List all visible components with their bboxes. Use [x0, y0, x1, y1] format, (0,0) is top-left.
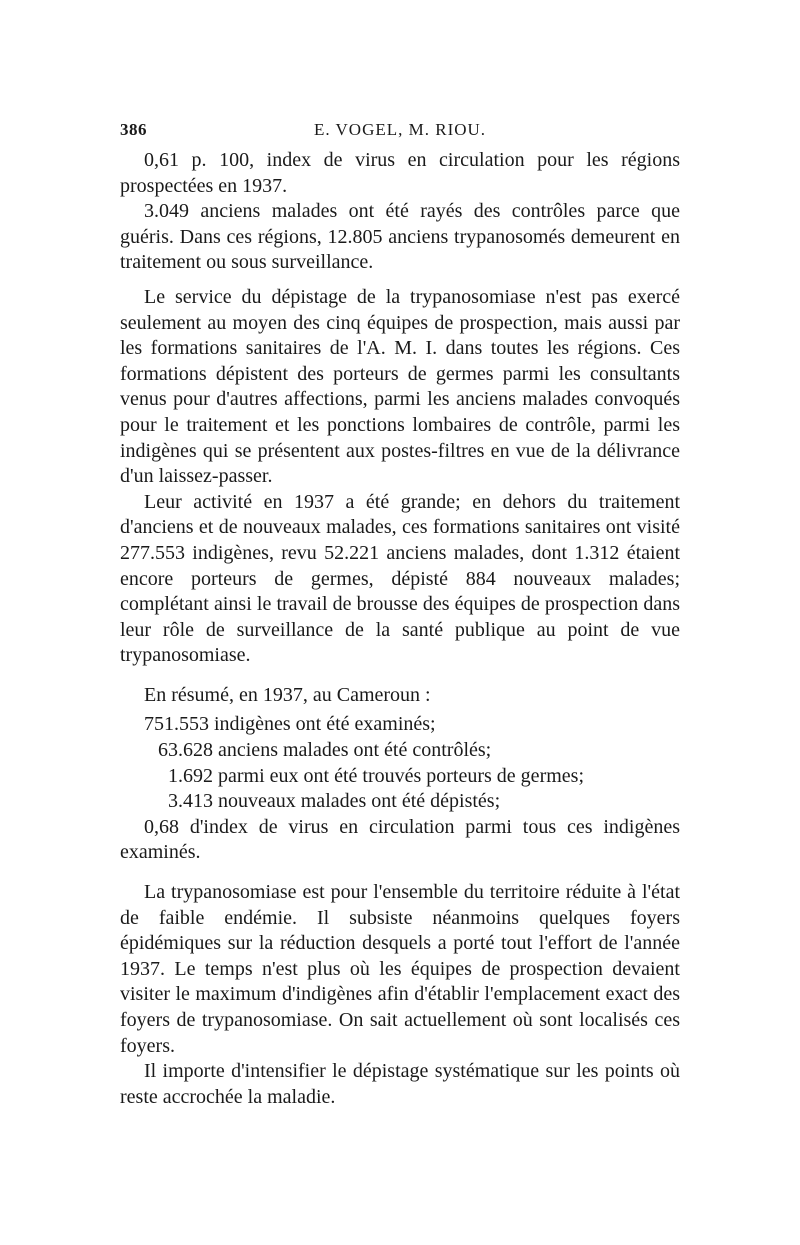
paragraph-former-patients: 3.049 anciens malades ont été rayés des contrôles parce que guéris. Dans ces régions, 12.805 anciens trypanosomés demeurent en traitement ou sous surveillance. — [120, 200, 680, 274]
paragraph-intensify-screening: Il importe d'intensifier le dépistage systématique sur les points où reste accrochée la maladie. — [120, 1060, 680, 1108]
paragraph-index-regions: 0,61 p. 100, index de virus en circulation pour les régions prospectées en 1937. — [120, 149, 680, 197]
paragraph-endemic-state: La trypanosomiase est pour l'ensemble du territoire réduite à l'état de faible endémie. Il subsiste néanmoins quelques foyers épidémiques sur la réduction desquels a porté tout l'effort de l'année 1937. Le temps n'est plus où les équipes de prospection devaient visiter le maximum d'indigènes afin d'établir l'emplacement exact des foyers de trypanosomiase. On sait actuellement où sont localisés ces foyers. — [120, 881, 680, 1057]
book-page — [120, 120, 680, 1110]
summary-item: 1.692 parmi eux ont été trouvés porteurs de germes; — [168, 764, 584, 787]
page-body — [120, 148, 680, 1110]
page-header — [120, 120, 680, 148]
paragraph-activity-1937: Leur activité en 1937 a été grande; en dehors du traitement d'anciens et de nouveaux malades, ces formations sanitaires ont visité 277.553 indigènes, revu 52.221 anciens malades, dont 1.312 étaient encore porteurs de germes, dépisté 884 nouveaux malades; complétant ainsi le travail de brousse des équipes de prospection dans leur rôle de surveillance de la santé publique au point de vue trypanosomiase. — [120, 490, 680, 667]
paragraph-screening-service: Le service du dépistage de la trypanosomiase n'est pas exercé seulement au moyen des cinq équipes de prospection, mais aussi par les formations sanitaires de l'A. M. I. dans toutes les régions. Ces formations dépistent des porteurs de germes parmi les consultants venus pour d'autres affections, parmi les anciens malades convoqués pour le traitement et les ponctions lombaires de contrôle, parmi les indigènes qui se présentent aux postes-filtres en vue de la délivrance d'un laissez-passer. — [120, 285, 680, 488]
summary-list — [120, 712, 680, 866]
summary-item: 63.628 anciens malades ont été contrôlés; — [158, 739, 492, 762]
summary-item: 0,68 d'index de virus en circulation parmi tous ces indigènes examinés. — [120, 815, 680, 864]
paragraph-summary-intro: En résumé, en 1937, au Cameroun : — [144, 683, 431, 706]
summary-item: 751.553 indigènes ont été examinés; — [144, 713, 436, 736]
running-head: E. VOGEL, M. RIOU. — [313, 120, 487, 139]
page-number: 386 — [120, 120, 147, 139]
summary-item: 3.413 nouveaux malades ont été dépistés; — [168, 790, 501, 813]
